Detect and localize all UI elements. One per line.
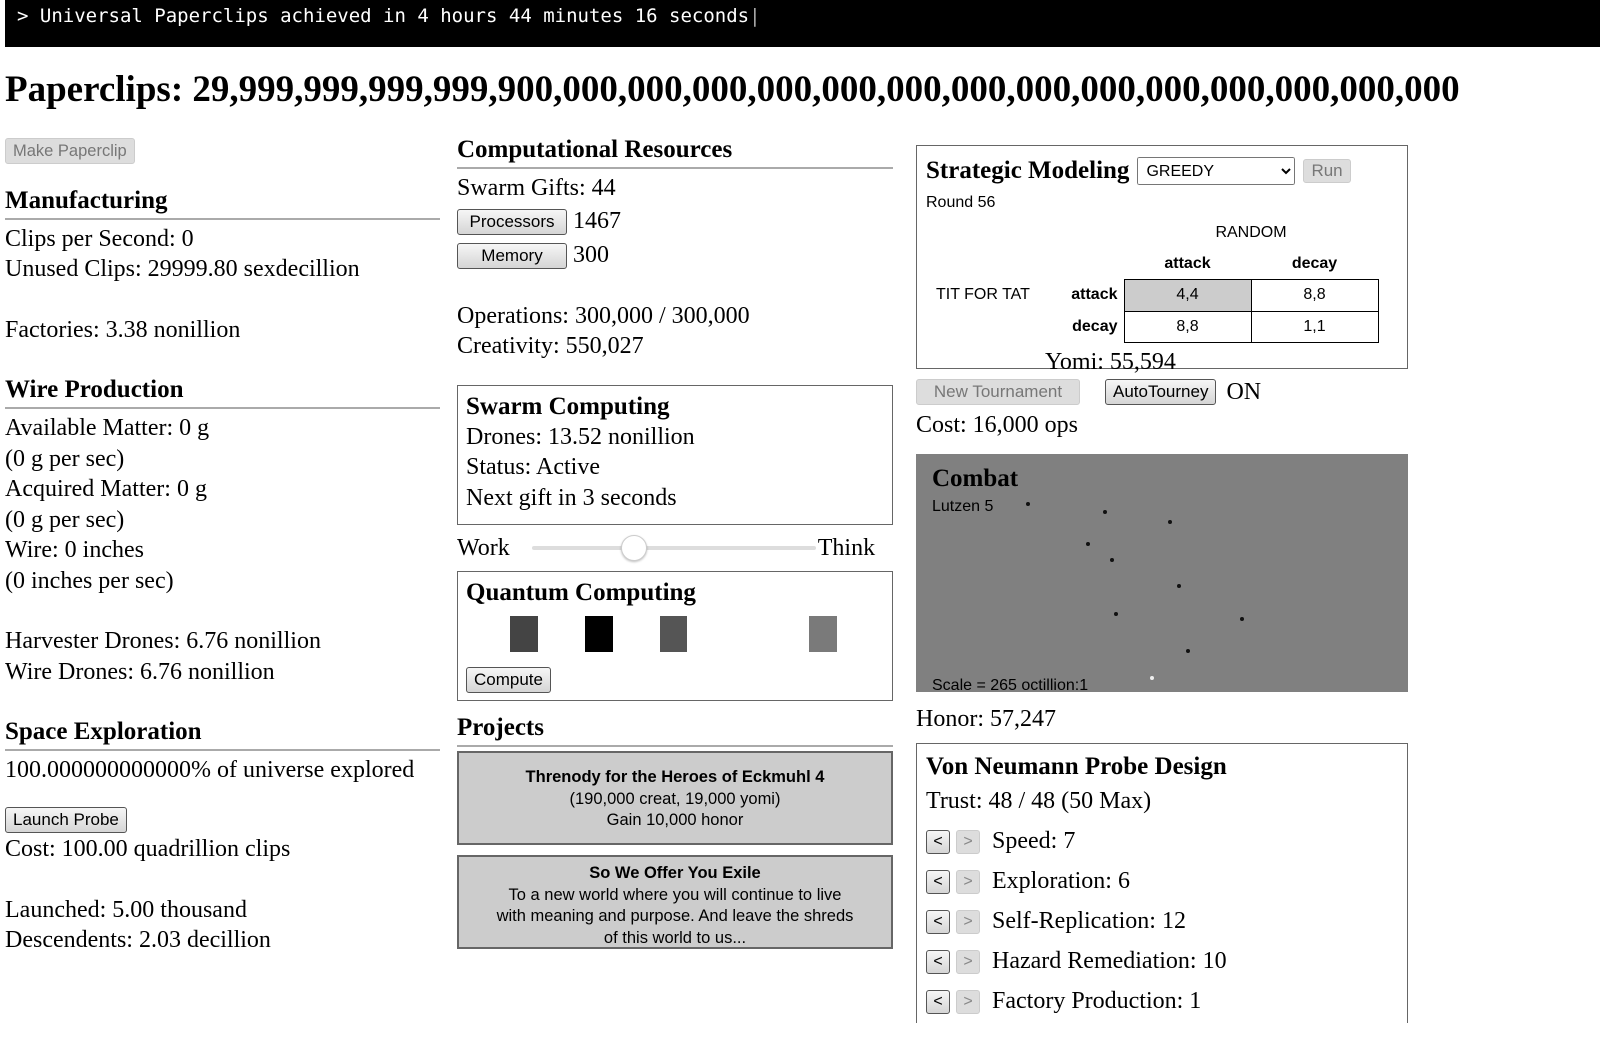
factories: Factories: 3.38 nonillion [5, 316, 241, 343]
strategic-modeling-panel [916, 145, 1408, 375]
wire-rate: (0 inches per sec) [5, 567, 174, 594]
project-cost: (190,000 creat, 19,000 yomi) [569, 789, 781, 808]
wire-production-title: Wire Production [5, 375, 440, 409]
wire-drones: Wire Drones: 6.76 nonillion [5, 658, 275, 685]
decrease-hazard-remediation-button[interactable]: < [926, 950, 950, 974]
memory-button[interactable]: Memory [457, 243, 567, 269]
console-cursor: | [749, 5, 761, 27]
available-matter-rate: (0 g per sec) [5, 445, 125, 472]
decrease-speed-button[interactable]: < [926, 830, 950, 854]
combat-drone [1103, 510, 1107, 514]
swarm-computing-panel [457, 385, 893, 525]
autotourney-button[interactable]: AutoTourney [1105, 379, 1216, 405]
combat-drone [1240, 617, 1244, 621]
increase-factory-production-button[interactable]: > [956, 990, 980, 1014]
project-description: with meaning and purpose. And leave the shreds [496, 907, 854, 925]
increase-hazard-remediation-button[interactable]: > [956, 950, 980, 974]
combat-drone [1026, 502, 1030, 506]
decrease-self-replication-button[interactable]: < [926, 910, 950, 934]
probe-stat-row [926, 826, 1398, 857]
payoff-cell: 4,4 [1124, 280, 1251, 312]
computational-resources-title: Computational Resources [457, 135, 893, 169]
harvester-drones: Harvester Drones: 6.76 nonillion [5, 628, 321, 654]
probe-stat: Hazard Remediation: 10 [992, 948, 1227, 974]
probe-design-panel [916, 743, 1408, 1023]
project-description: of this world to us... [603, 928, 747, 947]
launch-probe-button[interactable]: Launch Probe [5, 807, 127, 833]
autotourney-state: ON [1226, 379, 1262, 405]
row-attack-label: attack [1071, 286, 1118, 303]
combat-drone [1110, 558, 1114, 562]
memory-value: 300 [573, 242, 609, 268]
run-button[interactable]: Run [1303, 159, 1350, 183]
probe-stat-row [926, 986, 1398, 1017]
trust: Trust: 48 / 48 (50 Max) [926, 787, 1152, 814]
col-decay-label: decay [1291, 254, 1338, 272]
middle-column [457, 135, 893, 949]
probe-stat: Factory Production: 1 [992, 988, 1202, 1014]
row-decay-label: decay [1072, 317, 1118, 335]
swarm-gifts: Swarm Gifts: 44 [457, 175, 616, 201]
project-description: To a new world where you will continue to live [508, 885, 842, 904]
combat-drone [1186, 649, 1190, 653]
creativity: Creativity: 550,027 [457, 333, 644, 359]
available-matter: Available Matter: 0 g [5, 415, 210, 441]
manufacturing-title: Manufacturing [5, 186, 440, 220]
quantum-computing-title: Quantum Computing [466, 579, 696, 606]
quantum-chips [510, 616, 884, 652]
acquired-matter-rate: (0 g per sec) [5, 506, 125, 533]
combat-scale: Scale = 265 octillion:1 [932, 677, 1089, 694]
probe-design-title: Von Neumann Probe Design [926, 752, 1227, 780]
swarm-next-gift: Next gift in 3 seconds [466, 484, 677, 511]
work-think-slider-row [457, 533, 893, 564]
round-label: Round 56 [926, 194, 996, 211]
yomi: Yomi: 55,594 [1045, 349, 1176, 375]
wire-amount: Wire: 0 inches [5, 537, 144, 563]
work-label: Work [457, 534, 510, 561]
slider-thumb[interactable] [621, 535, 647, 561]
payoff-cell: 8,8 [1124, 311, 1251, 343]
compute-button[interactable]: Compute [466, 667, 551, 693]
project-title: So We Offer You Exile [589, 864, 761, 882]
quantum-computing-panel [457, 571, 893, 701]
combat-panel [916, 454, 1408, 692]
increase-self-replication-button[interactable]: > [956, 910, 980, 934]
increase-exploration-button[interactable]: > [956, 870, 980, 894]
tournament-cost: Cost: 16,000 ops [916, 411, 1079, 438]
new-tournament-button[interactable]: New Tournament [916, 379, 1080, 405]
combat-drone [1177, 584, 1181, 588]
paperclip-count-value: 29,999,999,999,999,900,000,000,000,000,000,000,000,000,000,000,000,000,000,000 [192, 69, 1460, 110]
quantum-chip [734, 616, 762, 652]
make-paperclip-button[interactable]: Make Paperclip [5, 138, 135, 164]
universe-explored: 100.000000000000% of universe explored [5, 757, 415, 783]
paperclip-count-label: Paperclips: [5, 69, 184, 110]
quantum-chip [809, 616, 837, 652]
space-exploration-title: Space Exploration [5, 717, 440, 751]
right-column [916, 145, 1408, 1023]
payoff-cell: 1,1 [1251, 311, 1378, 343]
probe-stat: Self-Replication: 12 [992, 908, 1186, 934]
processors-value: 1467 [573, 207, 621, 234]
swarm-drones: Drones: 13.52 nonillion [466, 423, 695, 450]
probe-stat: Exploration: 6 [992, 868, 1130, 894]
project-effect: Gain 10,000 honor [606, 811, 744, 829]
probe-stat-row [926, 906, 1398, 937]
console-message: > Universal Paperclips achieved in 4 hours 44 minutes 16 seconds [17, 5, 750, 27]
quantum-chip [660, 616, 688, 652]
project-title: Threnody for the Heroes of Eckmuhl 4 [525, 768, 825, 786]
opponent-strategy: RANDOM [1215, 224, 1287, 241]
decrease-exploration-button[interactable]: < [926, 870, 950, 894]
console-bar [5, 0, 1600, 47]
probes-launched: Launched: 5.00 thousand [5, 896, 247, 923]
battle-name: Lutzen 5 [932, 498, 994, 515]
honor: Honor: 57,247 [916, 706, 1056, 732]
payoff-cell: 8,8 [1251, 280, 1378, 312]
increase-speed-button[interactable]: > [956, 830, 980, 854]
payoff-matrix [926, 218, 1379, 343]
acquired-matter: Acquired Matter: 0 g [5, 476, 207, 502]
strategic-modeling-title: Strategic Modeling [926, 157, 1130, 184]
project-exile[interactable] [457, 855, 893, 949]
probe-stat-row [926, 946, 1398, 977]
quantum-chip [585, 616, 613, 652]
strategy-select[interactable] [1137, 157, 1295, 185]
swarm-computing-title: Swarm Computing [466, 392, 670, 420]
combat-drone [1114, 612, 1118, 616]
processors-button[interactable]: Processors [457, 209, 567, 235]
probe-cost: Cost: 100.00 quadrillion clips [5, 836, 291, 862]
decrease-factory-production-button[interactable]: < [926, 990, 950, 1014]
col-attack-label: attack [1164, 254, 1211, 272]
projects-title: Projects [457, 713, 893, 747]
player-strategy: TIT FOR TAT [936, 286, 1030, 303]
combat-title: Combat [932, 465, 1019, 492]
clips-per-second: Clips per Second: 0 [5, 225, 194, 252]
paperclip-count [5, 68, 1460, 111]
probe-stat-row [926, 866, 1398, 897]
probe-descendents: Descendents: 2.03 decillion [5, 927, 271, 953]
combat-drone [1168, 520, 1172, 524]
probe-stat: Speed: 7 [992, 828, 1076, 854]
swarm-status: Status: Active [466, 454, 600, 480]
quantum-chip [510, 616, 538, 652]
think-label: Think [817, 534, 876, 561]
operations: Operations: 300,000 / 300,000 [457, 302, 750, 329]
combat-drone [1150, 676, 1154, 680]
unused-clips: Unused Clips: 29999.80 sexdecillion [5, 256, 360, 282]
combat-drone [1086, 542, 1090, 546]
work-think-slider[interactable] [532, 546, 816, 550]
left-column [5, 135, 440, 956]
project-threnody[interactable] [457, 751, 893, 845]
